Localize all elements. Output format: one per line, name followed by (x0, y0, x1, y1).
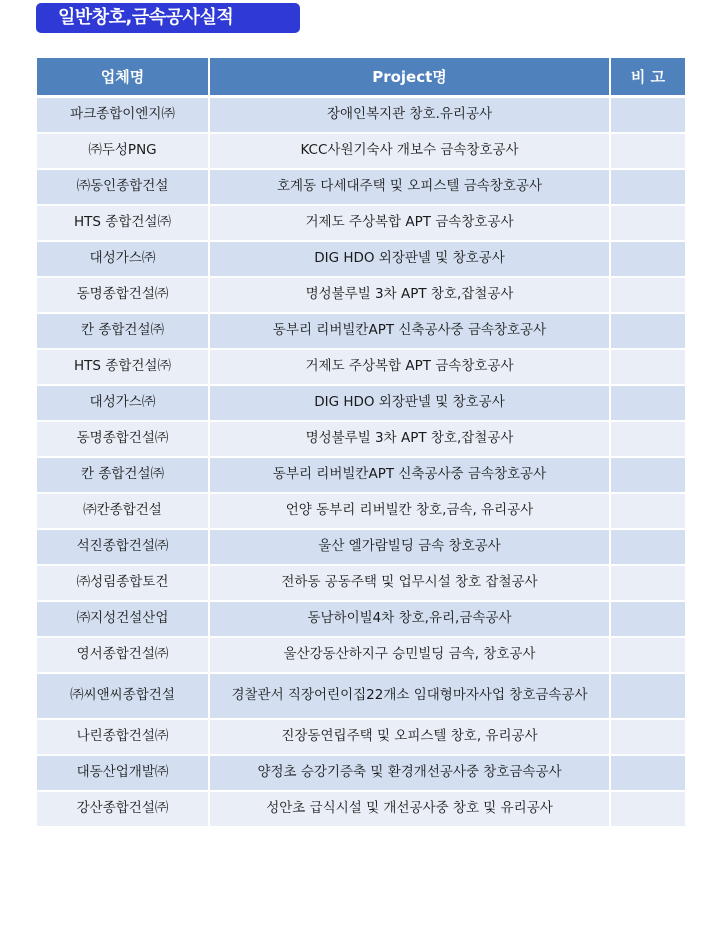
table-row (36, 457, 686, 493)
cell-company: 대동산업개발㈜ (36, 755, 209, 791)
cell-note (610, 601, 686, 637)
cell-project: 언양 동부리 리버빌칸 창호,금속, 유리공사 (209, 493, 610, 529)
cell-note (610, 529, 686, 565)
header-company: 업체명 (36, 57, 209, 97)
cell-company: ㈜두성PNG (36, 133, 209, 169)
cell-note (610, 349, 686, 385)
cell-note (610, 493, 686, 529)
table-row (36, 97, 686, 133)
table-row (36, 205, 686, 241)
cell-project: 전하동 공동주택 및 업무시설 창호 잡철공사 (209, 565, 610, 601)
cell-project: 양정초 승강기증축 및 환경개선공사중 창호금속공사 (209, 755, 610, 791)
header-note: 비 고 (610, 57, 686, 97)
table-row (36, 529, 686, 565)
cell-company: 석진종합건설㈜ (36, 529, 209, 565)
cell-note (610, 421, 686, 457)
page-title: 일반창호,금속공사실적 (36, 3, 300, 33)
table-row (36, 755, 686, 791)
cell-note (610, 565, 686, 601)
cell-project: 명성불루빌 3차 APT 창호,잡철공사 (209, 277, 610, 313)
cell-company: 대성가스㈜ (36, 385, 209, 421)
cell-note (610, 385, 686, 421)
cell-note (610, 673, 686, 719)
table-row (36, 601, 686, 637)
table-row (36, 349, 686, 385)
cell-project: 동남하이빌4차 창호,유리,금속공사 (209, 601, 610, 637)
cell-note (610, 719, 686, 755)
cell-note (610, 791, 686, 827)
cell-note (610, 313, 686, 349)
cell-company: ㈜성림종합토건 (36, 565, 209, 601)
cell-company: ㈜동인종합건설 (36, 169, 209, 205)
cell-note (610, 205, 686, 241)
table-row (36, 385, 686, 421)
cell-project: 성안초 급식시설 및 개선공사중 창호 및 유리공사 (209, 791, 610, 827)
cell-note (610, 457, 686, 493)
cell-project: DIG HDO 외장판넬 및 창호공사 (209, 241, 610, 277)
table-body (36, 97, 686, 827)
cell-company: 영서종합건설㈜ (36, 637, 209, 673)
table-row (36, 565, 686, 601)
table-row (36, 169, 686, 205)
table-row (36, 673, 686, 719)
table-row (36, 133, 686, 169)
cell-note (610, 241, 686, 277)
cell-project: DIG HDO 외장판넬 및 창호공사 (209, 385, 610, 421)
cell-company: HTS 종합건설㈜ (36, 349, 209, 385)
cell-project: 거제도 주상복합 APT 금속창호공사 (209, 349, 610, 385)
table-row (36, 241, 686, 277)
cell-project: 동부리 리버빌칸APT 신축공사중 금속창호공사 (209, 313, 610, 349)
cell-project: 명성불루빌 3차 APT 창호,잡철공사 (209, 421, 610, 457)
cell-note (610, 755, 686, 791)
cell-project: 울산 엘가람빌딩 금속 창호공사 (209, 529, 610, 565)
cell-project: 동부리 리버빌칸APT 신축공사중 금속창호공사 (209, 457, 610, 493)
table-row (36, 493, 686, 529)
table-row (36, 277, 686, 313)
cell-note (610, 637, 686, 673)
cell-company: ㈜씨앤씨종합건설 (36, 673, 209, 719)
cell-company: 칸 종합건설㈜ (36, 313, 209, 349)
cell-company: 동명종합건설㈜ (36, 421, 209, 457)
cell-project: 호계동 다세대주택 및 오피스텔 금속창호공사 (209, 169, 610, 205)
cell-note (610, 169, 686, 205)
cell-company: 강산종합건설㈜ (36, 791, 209, 827)
table-row (36, 313, 686, 349)
cell-company: 칸 종합건설㈜ (36, 457, 209, 493)
cell-project: 거제도 주상복합 APT 금속창호공사 (209, 205, 610, 241)
cell-company: 나린종합건설㈜ (36, 719, 209, 755)
cell-note (610, 277, 686, 313)
cell-company: ㈜지성건설산업 (36, 601, 209, 637)
table-row (36, 791, 686, 827)
cell-company: ㈜칸종합건설 (36, 493, 209, 529)
table-row (36, 637, 686, 673)
cell-project: KCC사원기숙사 개보수 금속창호공사 (209, 133, 610, 169)
table-header-row (36, 57, 686, 97)
cell-project: 진장동연립주택 및 오피스텔 창호, 유리공사 (209, 719, 610, 755)
cell-company: 대성가스㈜ (36, 241, 209, 277)
cell-company: 파크종합이엔지㈜ (36, 97, 209, 133)
table-row (36, 421, 686, 457)
cell-project: 장애인복지관 창호.유리공사 (209, 97, 610, 133)
records-table (35, 56, 687, 828)
header-project: Project명 (209, 57, 610, 97)
cell-project: 울산강동산하지구 승민빌딩 금속, 창호공사 (209, 637, 610, 673)
cell-note (610, 133, 686, 169)
table-row (36, 719, 686, 755)
cell-project: 경찰관서 직장어린이집22개소 임대형마자사업 창호금속공사 (209, 673, 610, 719)
cell-company: HTS 종합건설㈜ (36, 205, 209, 241)
cell-note (610, 97, 686, 133)
cell-company: 동명종합건설㈜ (36, 277, 209, 313)
